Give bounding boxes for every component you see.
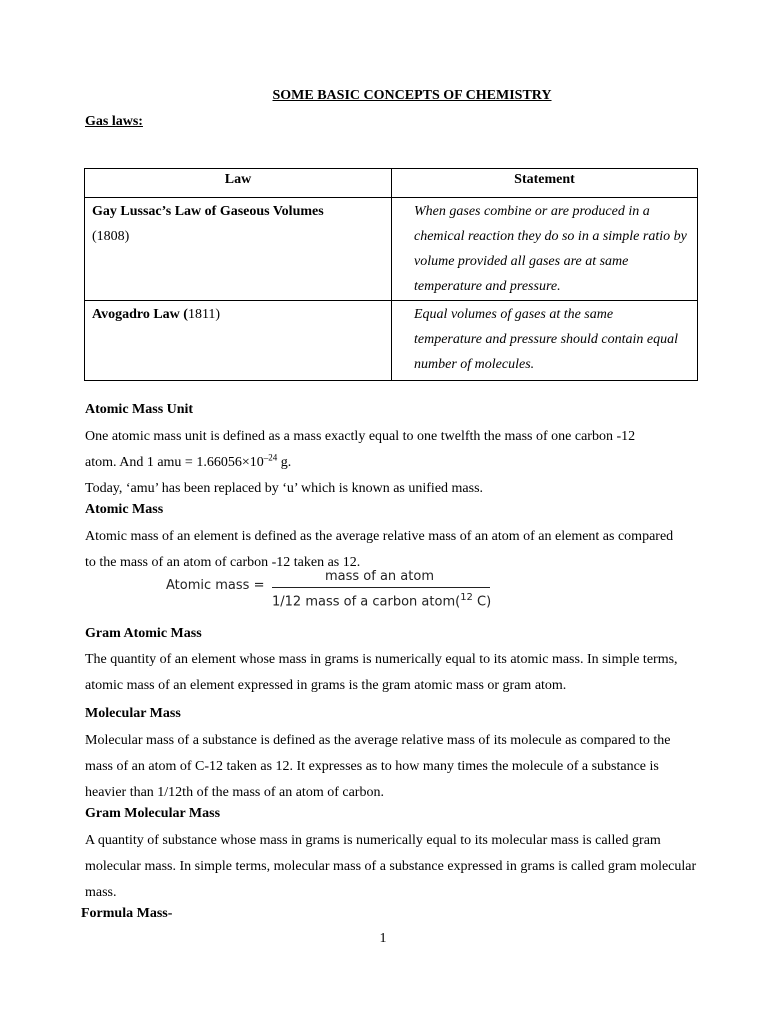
statement-cell: Equal volumes of gases at the same temperature and pressure should contain equal number of molecules. [392, 301, 698, 381]
law-cell [85, 198, 392, 301]
page-number-text: 1 [379, 931, 387, 946]
formula-lhs: Atomic mass = [166, 578, 265, 593]
section-heading-atomic-mass-unit: Atomic Mass Unit [85, 402, 194, 417]
page-title [0, 88, 768, 104]
law-name: Gay Lussac’s Law of Gaseous Volumes [92, 204, 324, 219]
amu-exponent: –24 [263, 452, 278, 463]
gram-atomic-mass-paragraph: The quantity of an element whose mass in grams is numerically equal to its atomic mass. In simple terms, atomic mass of an element expressed in grams is the gram atomic mass or gram atom. [85, 652, 678, 693]
molecular-mass-paragraph: Molecular mass of a substance is defined as the average relative mass of its molecule as compared to the mass of an atom of C-12 taken as 12. It expresses as to how many times the molecule of a substance is heavier than 1/12th of the mass of an atom of carbon. [85, 733, 671, 800]
law-year: 1811) [187, 307, 221, 322]
table-header-row [85, 169, 698, 198]
page-title-text: SOME BASIC CONCEPTS OF CHEMISTRY [272, 88, 552, 103]
gram-molecular-mass-paragraph: A quantity of substance whose mass in grams is numerically equal to its molecular mass is called gram molecular mass. In simple terms, molecular mass of a substance expressed in grams is called gram molecular mass. [85, 833, 697, 900]
atomic-mass-unit-paragraph [85, 424, 725, 502]
formula-denominator [272, 592, 491, 609]
section-heading-formula-mass: Formula Mass- [81, 906, 173, 921]
amu-line-3: Today, ‘amu’ has been replaced by ‘u’ which is known as unified mass. [85, 481, 484, 496]
denominator-superscript: 12 [460, 592, 473, 603]
page-number [0, 931, 768, 947]
atomic-mass-paragraph: Atomic mass of an element is defined as the average relative mass of an atom of an element as compared to the mass of an atom of carbon -12 taken as 12. [85, 529, 674, 570]
fraction-bar [272, 587, 490, 588]
denominator-text: 1/12 mass of a carbon atom( [272, 594, 461, 610]
table-row [85, 301, 698, 381]
amu-line-1: One atomic mass unit is defined as a mass exactly equal to one twelfth the mass of one carbon -12 [85, 429, 636, 444]
formula-numerator: mass of an atom [325, 569, 434, 584]
statement-cell: When gases combine or are produced in a chemical reaction they do so in a simple ratio by volume provided all gases are at same temperature and pressure. [392, 198, 698, 301]
gas-laws-table [84, 168, 698, 381]
table-row [85, 198, 698, 301]
section-heading-atomic-mass: Atomic Mass [85, 502, 164, 517]
section-heading-gram-atomic-mass: Gram Atomic Mass [85, 626, 202, 641]
column-header-statement: Statement [392, 169, 698, 198]
denominator-suffix: C) [472, 594, 492, 610]
amu-line-2 [85, 450, 725, 476]
gas-laws-heading: Gas laws: [85, 114, 143, 129]
section-heading-gram-molecular-mass: Gram Molecular Mass [85, 806, 221, 821]
amu-value-text: atom. And 1 amu = 1.66056×10 [85, 455, 264, 470]
law-cell [85, 301, 392, 381]
amu-unit-text: g. [277, 455, 292, 470]
law-name: Avogadro Law ( [92, 307, 188, 322]
column-header-law: Law [85, 169, 392, 198]
law-year: (1808) [92, 229, 130, 244]
section-heading-molecular-mass: Molecular Mass [85, 706, 181, 721]
atomic-mass-formula [166, 566, 506, 614]
